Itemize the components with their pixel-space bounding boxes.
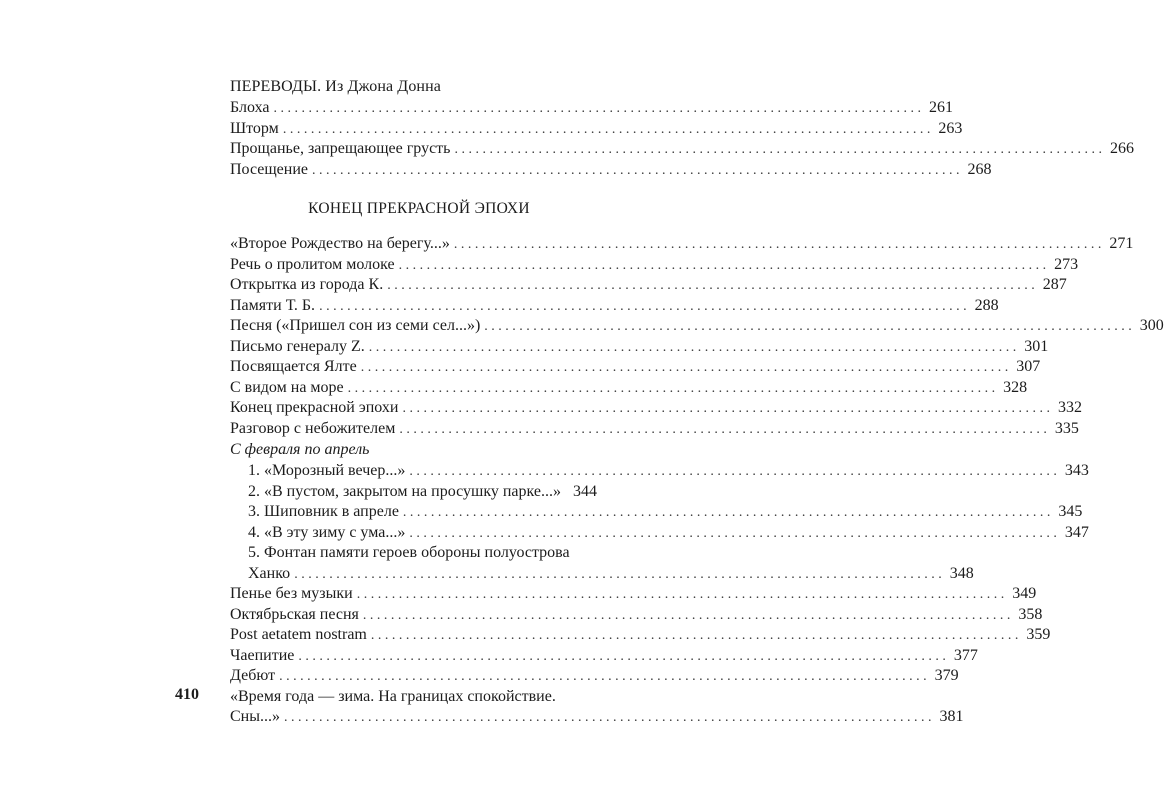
dot-leader <box>357 585 1005 606</box>
entry-title: 2. «В пустом, закрытом на просушку парке...» <box>248 482 562 500</box>
toc-entry <box>230 160 992 181</box>
toc-entry <box>230 234 1134 255</box>
toc-entry <box>230 337 1049 358</box>
entry-title: С видом на море <box>230 378 344 396</box>
entry-title: Речь о пролитом молоке <box>230 255 395 273</box>
entry-page: 335 <box>1054 419 1079 437</box>
entry-title: 3. Шиповник в апреле <box>248 503 399 520</box>
entry-page: 328 <box>1003 378 1028 396</box>
toc-entry <box>230 275 1067 296</box>
toc-entry <box>230 296 999 317</box>
dot-leader <box>283 120 931 141</box>
entry-page: 358 <box>1018 605 1043 623</box>
entry-page: 266 <box>1109 140 1134 157</box>
entry-title: Посвящается Ялте <box>230 358 357 375</box>
entry-page: 307 <box>1016 358 1041 375</box>
entry-page: 261 <box>928 99 953 116</box>
entry-title: 4. «В эту зиму с ума...» <box>248 523 406 541</box>
dot-leader <box>273 99 921 120</box>
toc-entry <box>230 646 978 667</box>
toc-entry <box>230 666 959 687</box>
entry-title: 1. «Морозный вечер...» <box>248 462 406 479</box>
entry-page: 268 <box>967 160 992 178</box>
toc-entry <box>230 119 963 140</box>
entry-page: 301 <box>1024 337 1049 355</box>
section-heading-translations: ПЕРЕВОДЫ. Из Джона Донна <box>230 78 441 95</box>
dot-leader <box>454 140 1102 161</box>
entry-title: Дебют <box>230 667 276 684</box>
dot-leader <box>348 379 996 400</box>
cycle-heading: С февраля по апрель <box>230 441 370 458</box>
dot-leader <box>294 565 942 586</box>
entry-page: 263 <box>938 119 963 137</box>
dot-leader <box>484 317 1132 338</box>
toc-subentry <box>230 482 598 503</box>
entry-page: 300 <box>1139 317 1164 334</box>
toc-entry <box>230 357 1041 378</box>
entry-title: Post aetatem nostram <box>230 626 367 643</box>
dot-leader <box>402 399 1050 420</box>
toc-subentry <box>230 564 974 585</box>
dot-leader <box>371 626 1019 647</box>
entry-title: Сны...» <box>230 708 280 725</box>
entry-title: Разговор с небожителем <box>230 419 396 437</box>
entry-page: 345 <box>1058 503 1083 520</box>
toc-entry <box>230 255 1079 276</box>
entry-page: 348 <box>949 564 974 582</box>
toc-entry <box>230 584 1037 605</box>
toc-subentry <box>230 461 1089 482</box>
dot-leader <box>319 297 967 318</box>
toc-entry <box>230 378 1028 399</box>
dot-leader <box>454 235 1102 256</box>
entry-title: Конец прекрасной эпохи <box>230 399 399 416</box>
entry-page: 288 <box>974 296 999 314</box>
entry-page: 381 <box>939 708 964 725</box>
toc-entry <box>230 419 1079 440</box>
toc-subentry <box>230 502 1083 523</box>
entry-page: 287 <box>1042 276 1067 293</box>
entry-title: Ханко <box>248 564 291 582</box>
dot-leader <box>312 161 960 182</box>
dot-leader <box>284 708 932 729</box>
entry-title: Песня («Пришел сон из семи сел...») <box>230 317 481 334</box>
dot-leader <box>403 503 1051 524</box>
dot-leader <box>298 647 946 668</box>
subentry-first-line: 5. Фонтан памяти героев обороны полуострова <box>248 544 570 561</box>
entry-page: 347 <box>1064 523 1089 541</box>
entry-title: Памяти Т. Б. <box>230 296 316 314</box>
entry-page: 377 <box>953 646 978 664</box>
entry-title: Пенье без музыки <box>230 585 353 602</box>
dot-leader <box>369 338 1017 359</box>
entry-page: 379 <box>934 667 959 684</box>
toc-entry <box>230 316 1164 337</box>
entry-title: Октябрьская песня <box>230 605 359 623</box>
entry-title: Прощанье, запрещающее грусть <box>230 140 451 157</box>
toc-entry <box>230 605 1043 626</box>
toc-entry <box>230 98 953 119</box>
entry-title: Блоха <box>230 99 270 116</box>
entry-page: 273 <box>1054 255 1079 273</box>
entry-page: 344 <box>573 482 598 500</box>
toc-entry <box>230 398 1082 419</box>
entry-page: 343 <box>1064 462 1089 479</box>
toc-list-end-of-era <box>230 234 1164 728</box>
entry-title: Письмо генералу Z. <box>230 337 365 355</box>
dot-leader <box>399 256 1047 277</box>
dot-leader <box>361 358 1009 379</box>
toc-subentry <box>230 523 1089 544</box>
dot-leader <box>409 524 1057 545</box>
toc-entry <box>230 139 1134 160</box>
dot-leader <box>279 667 927 688</box>
entry-title: Шторм <box>230 119 279 137</box>
entry-page: 271 <box>1109 235 1134 252</box>
page-number: 410 <box>175 686 199 703</box>
toc-list-translations <box>230 98 1134 180</box>
dot-leader <box>387 276 1035 297</box>
entry-first-line: «Время года — зима. На границах спокойствие. <box>230 687 556 705</box>
entry-page: 349 <box>1012 585 1037 602</box>
dot-leader <box>399 420 1047 441</box>
entry-title: Чаепитие <box>230 646 295 664</box>
section-title-end-of-era: КОНЕЦ ПРЕКРАСНОЙ ЭПОХИ <box>308 200 530 217</box>
toc-entry <box>230 707 964 728</box>
entry-title: «Второе Рождество на берегу...» <box>230 235 450 252</box>
entry-title: Открытка из города К. <box>230 276 384 293</box>
entry-title: Посещение <box>230 160 308 178</box>
toc-entry <box>230 625 1051 646</box>
dot-leader <box>409 462 1057 483</box>
entry-page: 332 <box>1057 399 1082 416</box>
dot-leader <box>363 606 1011 627</box>
entry-page: 359 <box>1026 626 1051 643</box>
